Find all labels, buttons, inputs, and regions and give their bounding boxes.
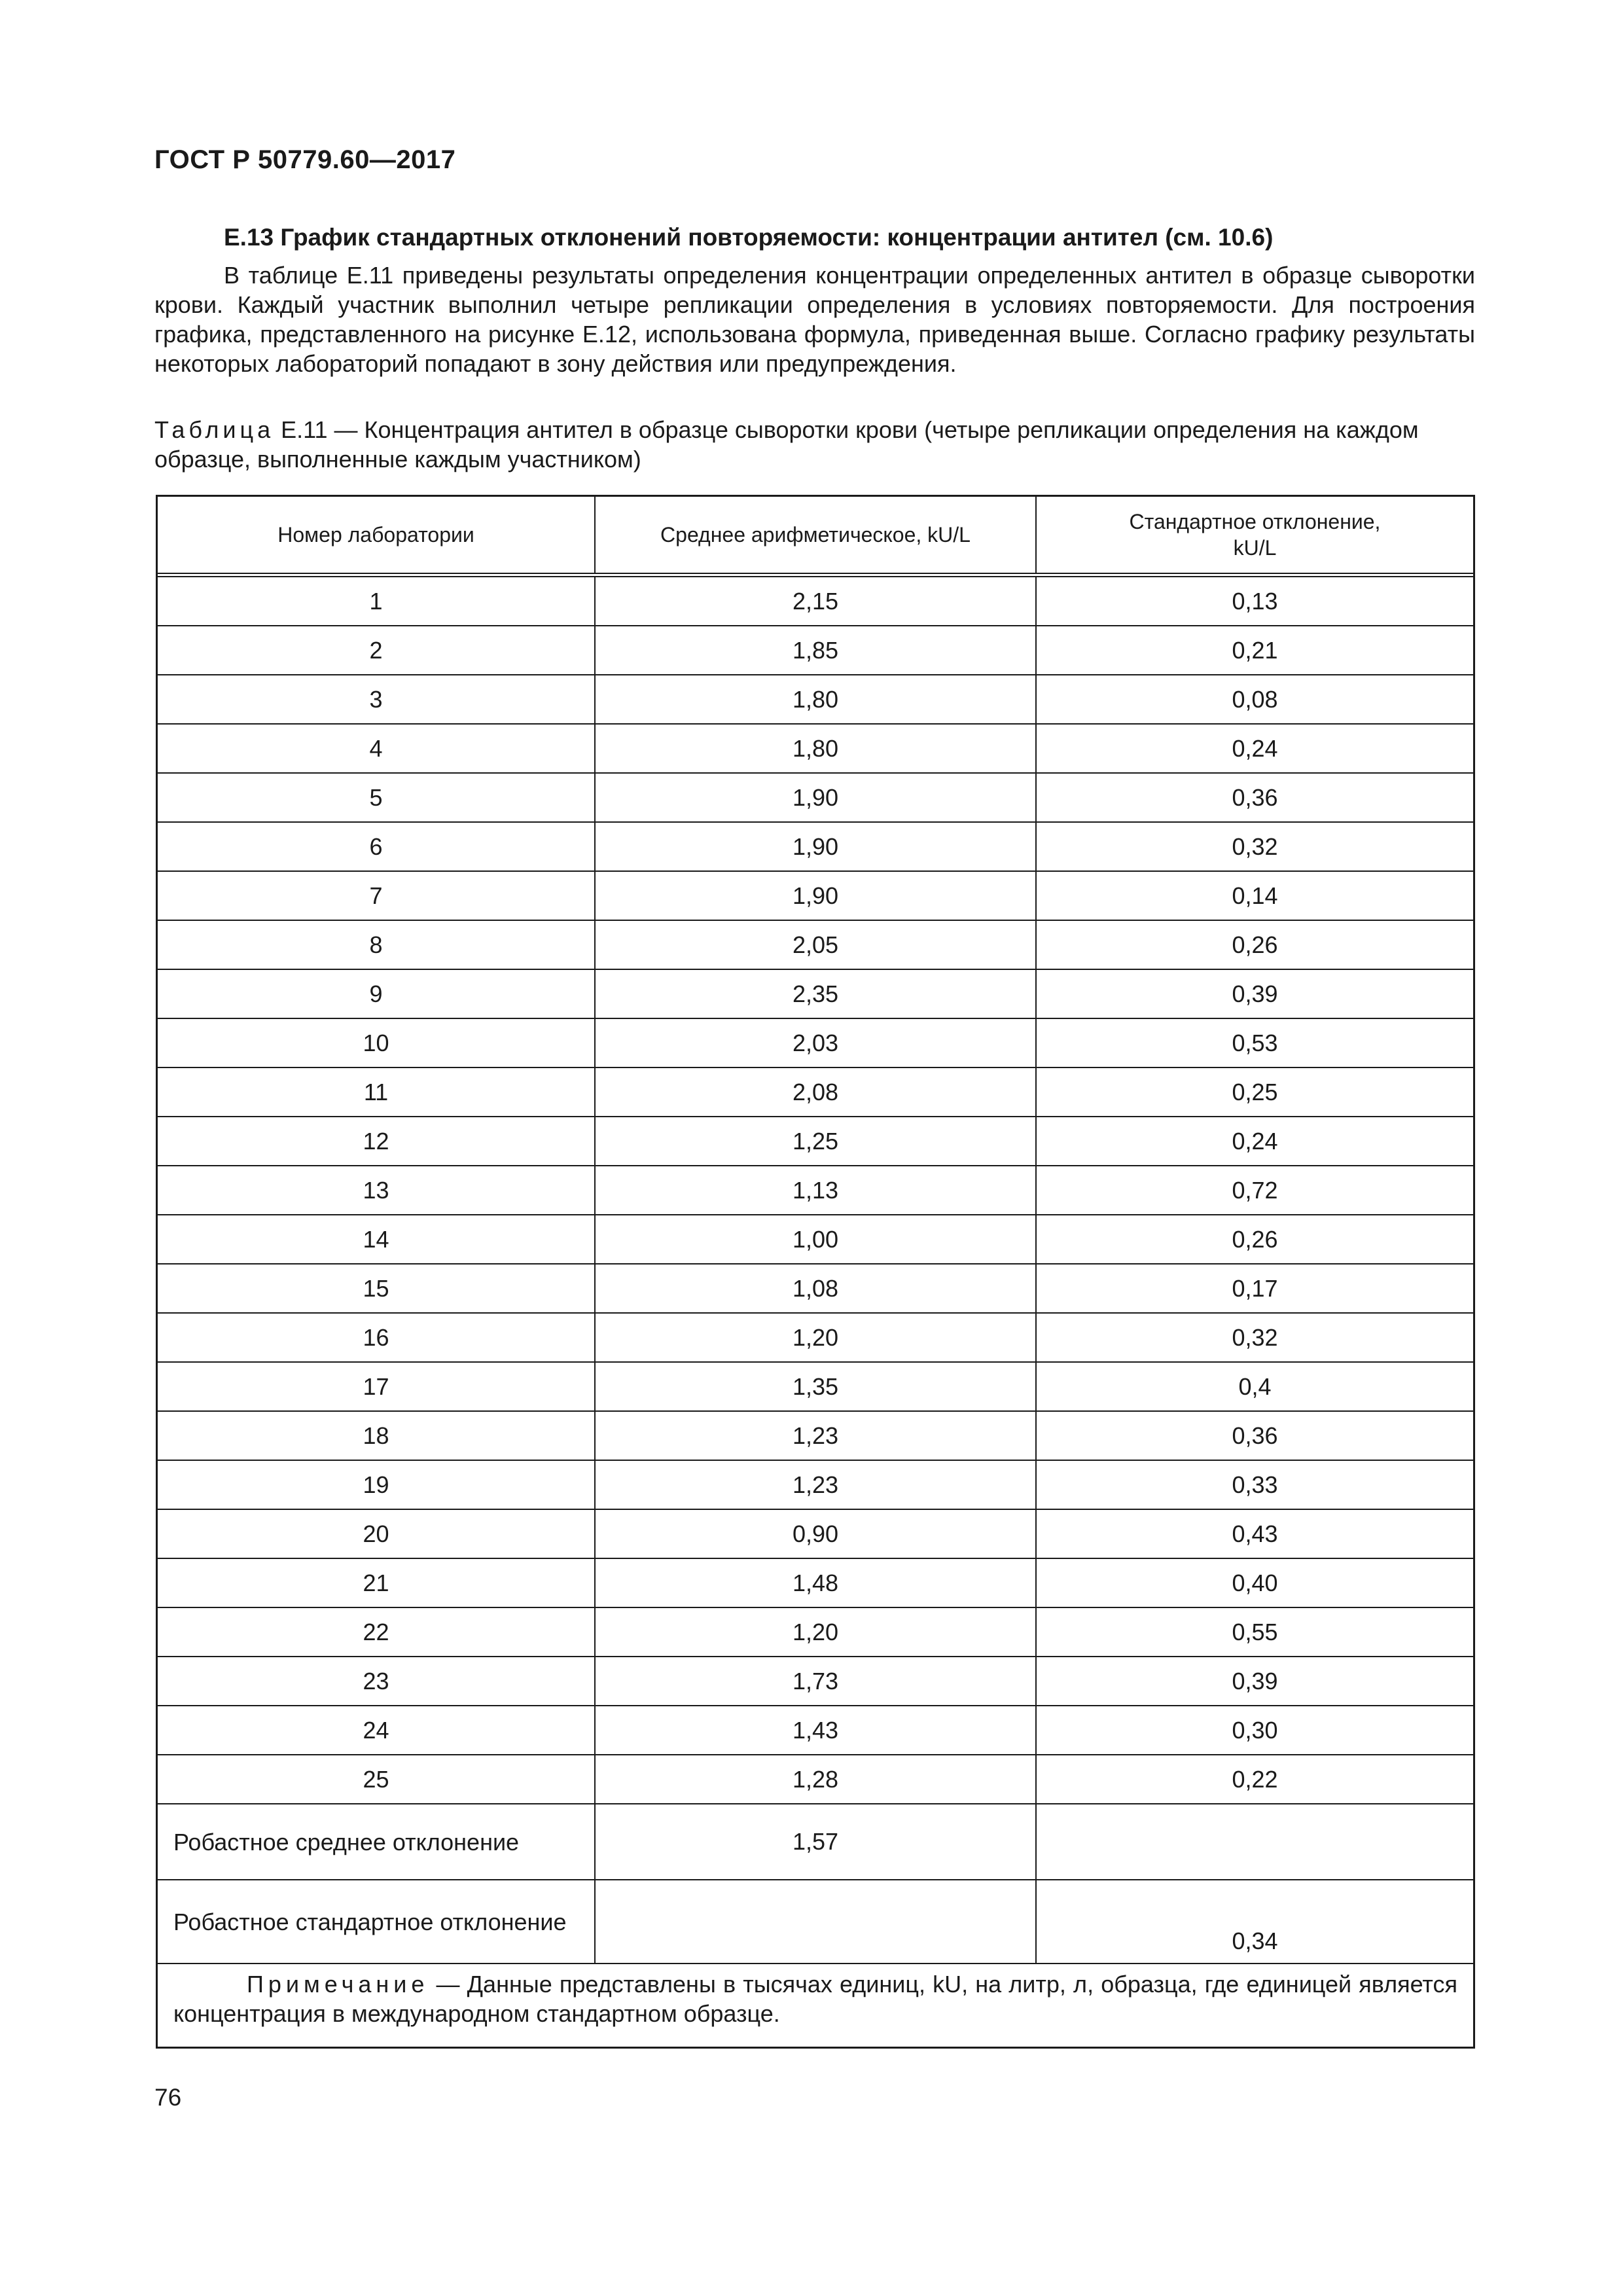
- data-table: [158, 497, 1473, 1964]
- cell-lab-number: 1: [158, 575, 595, 626]
- cell-std-dev: 0,22: [1036, 1755, 1473, 1804]
- page-number: 76: [154, 2084, 182, 2111]
- cell-std-dev: 0,13: [1036, 575, 1473, 626]
- header-mean: Среднее арифметическое, kU/L: [595, 497, 1036, 575]
- cell-lab-number: 15: [158, 1264, 595, 1313]
- table-row: [158, 575, 1473, 626]
- cell-std-dev: 0,24: [1036, 1117, 1473, 1166]
- table-row: [158, 1755, 1473, 1804]
- summary-std-dev: [1036, 1804, 1473, 1880]
- summary-mean: 1,57: [595, 1804, 1036, 1880]
- table-caption-label: Таблица: [154, 416, 275, 443]
- table-note: [158, 1969, 1473, 2028]
- cell-mean: 1,20: [595, 1313, 1036, 1362]
- cell-lab-number: 7: [158, 871, 595, 920]
- cell-mean: 1,28: [595, 1755, 1036, 1804]
- cell-lab-number: 18: [158, 1411, 595, 1460]
- cell-lab-number: 22: [158, 1607, 595, 1657]
- cell-std-dev: 0,08: [1036, 675, 1473, 724]
- cell-lab-number: 2: [158, 626, 595, 675]
- cell-lab-number: 4: [158, 724, 595, 773]
- table-row: [158, 1607, 1473, 1657]
- cell-mean: 2,15: [595, 575, 1036, 626]
- cell-lab-number: 11: [158, 1067, 595, 1117]
- cell-mean: 2,08: [595, 1067, 1036, 1117]
- cell-mean: 1,08: [595, 1264, 1036, 1313]
- robust-sd-row: [158, 1880, 1473, 1964]
- cell-mean: 1,90: [595, 871, 1036, 920]
- cell-std-dev: 0,26: [1036, 920, 1473, 969]
- table-row: [158, 1166, 1473, 1215]
- document-header: ГОСТ Р 50779.60—2017: [154, 145, 456, 174]
- cell-mean: 1,23: [595, 1460, 1036, 1509]
- cell-mean: 1,43: [595, 1706, 1036, 1755]
- table-row: [158, 1509, 1473, 1558]
- cell-mean: 1,35: [595, 1362, 1036, 1411]
- cell-std-dev: 0,21: [1036, 626, 1473, 675]
- summary-std-dev: 0,34: [1036, 1880, 1473, 1964]
- cell-lab-number: 8: [158, 920, 595, 969]
- cell-std-dev: 0,39: [1036, 1657, 1473, 1706]
- cell-lab-number: 21: [158, 1558, 595, 1607]
- cell-mean: 1,85: [595, 626, 1036, 675]
- cell-lab-number: 9: [158, 969, 595, 1018]
- cell-lab-number: 12: [158, 1117, 595, 1166]
- table-row: [158, 1706, 1473, 1755]
- cell-mean: 1,25: [595, 1117, 1036, 1166]
- table-row: [158, 1657, 1473, 1706]
- cell-lab-number: 20: [158, 1509, 595, 1558]
- summary-mean: [595, 1880, 1036, 1964]
- cell-std-dev: 0,33: [1036, 1460, 1473, 1509]
- cell-std-dev: 0,72: [1036, 1166, 1473, 1215]
- cell-lab-number: 19: [158, 1460, 595, 1509]
- cell-lab-number: 16: [158, 1313, 595, 1362]
- table-row: [158, 969, 1473, 1018]
- cell-std-dev: 0,26: [1036, 1215, 1473, 1264]
- table-row: [158, 871, 1473, 920]
- table-caption: [154, 415, 1475, 474]
- cell-std-dev: 0,39: [1036, 969, 1473, 1018]
- table-caption-text: Е.11 — Концентрация антител в образце сыворотки крови (четыре репликации определения на каждом образце, выполненные каждым участником): [154, 416, 1419, 473]
- cell-std-dev: 0,32: [1036, 1313, 1473, 1362]
- cell-std-dev: 0,43: [1036, 1509, 1473, 1558]
- section-heading: Е.13 График стандартных отклонений повторяемости: концентрации антител (см. 10.6): [224, 224, 1274, 251]
- table-row: [158, 1460, 1473, 1509]
- cell-mean: 1,80: [595, 675, 1036, 724]
- table-row: [158, 1264, 1473, 1313]
- header-lab-number: Номер лаборатории: [158, 497, 595, 575]
- cell-std-dev: 0,53: [1036, 1018, 1473, 1067]
- table-row: [158, 626, 1473, 675]
- table-row: [158, 920, 1473, 969]
- cell-std-dev: 0,32: [1036, 822, 1473, 871]
- note-text: — Данные представлены в тысячах единиц, kU, на литр, л, образца, где единицей является концентрация в международном стандартном образце.: [173, 1971, 1457, 2027]
- section-paragraph: В таблице Е.11 приведены результаты определения концентрации определенных антител в образце сыворотки крови. Каждый участник выполнил четыре репликации определения в условиях повторяемости. Для построения графика, представленного на рисунке Е.12, использована формула, приведенная выше. Согласно графику результаты некоторых лабораторий попадают в зону действия или предупреждения.: [154, 262, 1475, 377]
- table-row: [158, 773, 1473, 822]
- table-row: [158, 675, 1473, 724]
- cell-std-dev: 0,4: [1036, 1362, 1473, 1411]
- table-row: [158, 1215, 1473, 1264]
- cell-lab-number: 24: [158, 1706, 595, 1755]
- data-table-frame: [156, 495, 1475, 2049]
- cell-lab-number: 6: [158, 822, 595, 871]
- cell-lab-number: 5: [158, 773, 595, 822]
- cell-lab-number: 25: [158, 1755, 595, 1804]
- table-row: [158, 822, 1473, 871]
- cell-std-dev: 0,36: [1036, 1411, 1473, 1460]
- cell-lab-number: 13: [158, 1166, 595, 1215]
- cell-std-dev: 0,36: [1036, 773, 1473, 822]
- cell-mean: 1,90: [595, 773, 1036, 822]
- table-row: [158, 1018, 1473, 1067]
- summary-label: Робастное среднее отклонение: [158, 1804, 595, 1880]
- cell-mean: 1,48: [595, 1558, 1036, 1607]
- cell-std-dev: 0,25: [1036, 1067, 1473, 1117]
- header-std-dev: [1036, 497, 1473, 575]
- cell-std-dev: 0,40: [1036, 1558, 1473, 1607]
- table-body: [158, 575, 1473, 1964]
- cell-lab-number: 23: [158, 1657, 595, 1706]
- table-row: [158, 1067, 1473, 1117]
- table-header-row: [158, 497, 1473, 575]
- cell-mean: 1,73: [595, 1657, 1036, 1706]
- cell-mean: 2,35: [595, 969, 1036, 1018]
- table-row: [158, 1362, 1473, 1411]
- table-row: [158, 724, 1473, 773]
- cell-mean: 1,80: [595, 724, 1036, 773]
- cell-std-dev: 0,55: [1036, 1607, 1473, 1657]
- cell-std-dev: 0,24: [1036, 724, 1473, 773]
- cell-mean: 1,23: [595, 1411, 1036, 1460]
- header-std-dev-text: Стандартное отклонение, kU/L: [1129, 510, 1381, 560]
- cell-mean: 2,03: [595, 1018, 1036, 1067]
- cell-mean: 2,05: [595, 920, 1036, 969]
- cell-lab-number: 17: [158, 1362, 595, 1411]
- cell-mean: 1,20: [595, 1607, 1036, 1657]
- cell-mean: 1,90: [595, 822, 1036, 871]
- table-row: [158, 1313, 1473, 1362]
- note-label: Примечание: [247, 1971, 429, 1998]
- cell-lab-number: 10: [158, 1018, 595, 1067]
- cell-lab-number: 3: [158, 675, 595, 724]
- cell-mean: 1,00: [595, 1215, 1036, 1264]
- cell-mean: 1,13: [595, 1166, 1036, 1215]
- cell-mean: 0,90: [595, 1509, 1036, 1558]
- cell-lab-number: 14: [158, 1215, 595, 1264]
- cell-std-dev: 0,17: [1036, 1264, 1473, 1313]
- cell-std-dev: 0,30: [1036, 1706, 1473, 1755]
- robust-mean-row: [158, 1804, 1473, 1880]
- summary-label: Робастное стандартное отклонение: [158, 1880, 595, 1964]
- table-row: [158, 1558, 1473, 1607]
- cell-std-dev: 0,14: [1036, 871, 1473, 920]
- table-row: [158, 1411, 1473, 1460]
- table-row: [158, 1117, 1473, 1166]
